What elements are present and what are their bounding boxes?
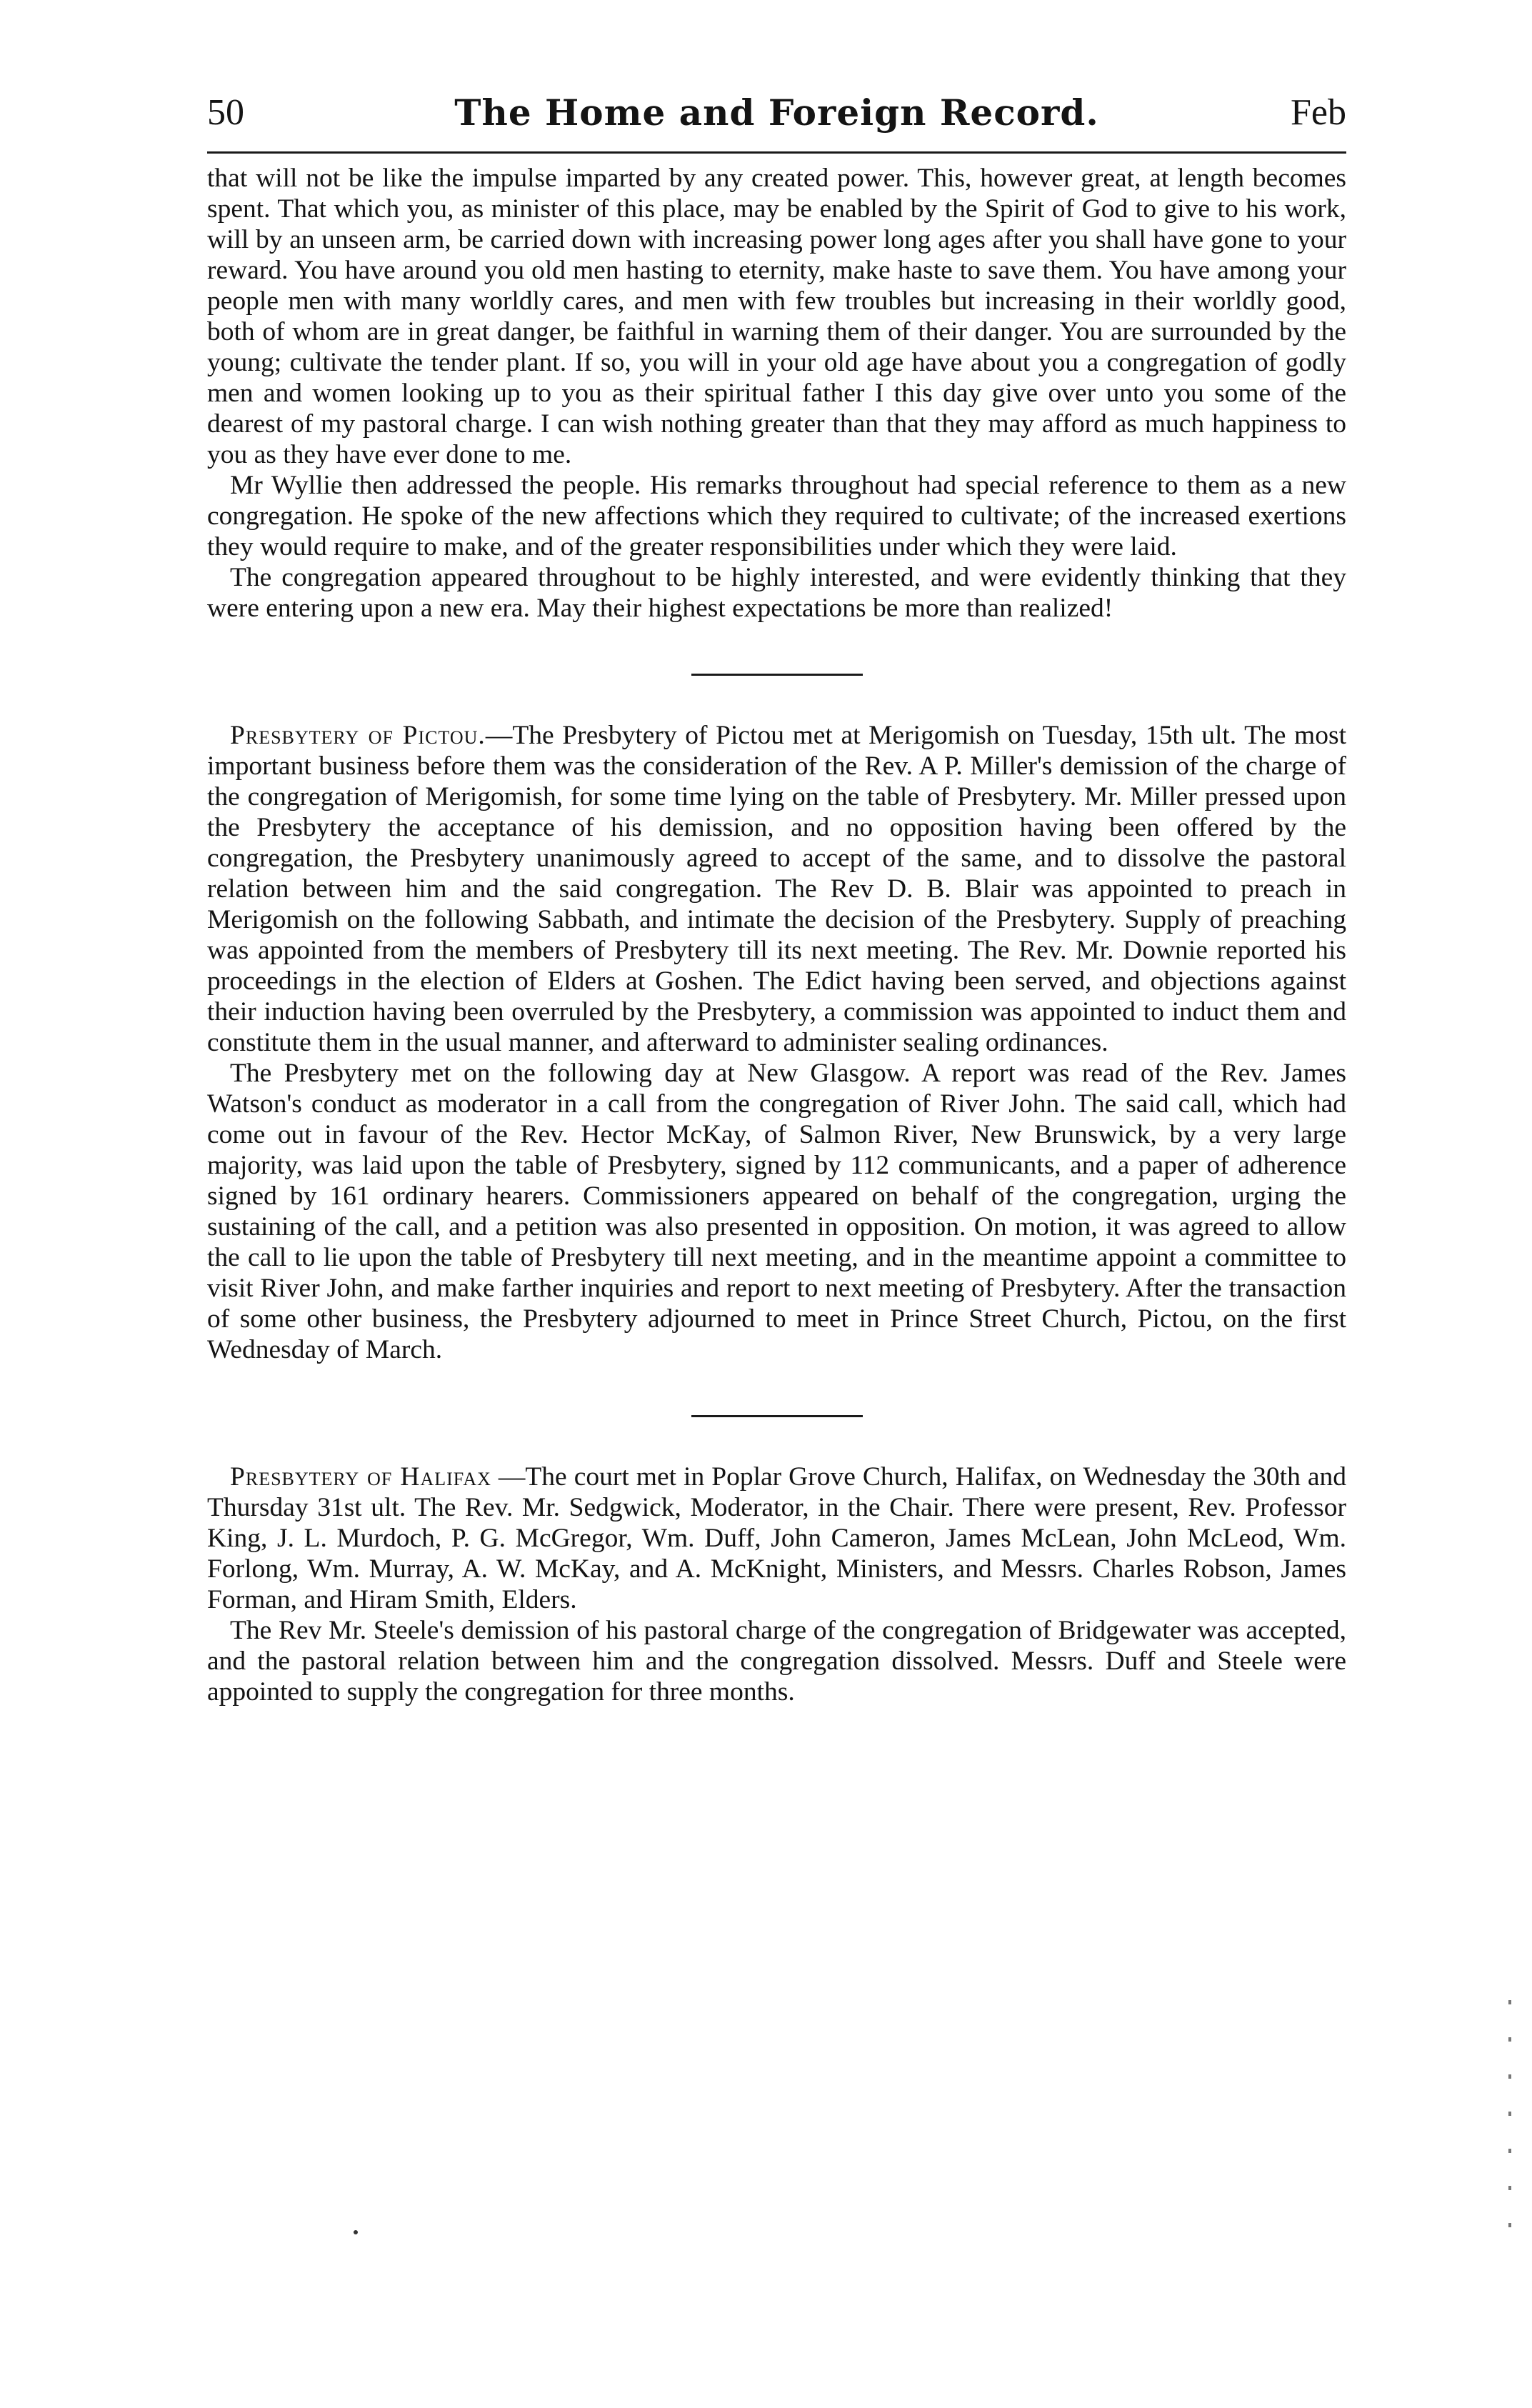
header-month: Feb: [1291, 92, 1346, 133]
header-rule: [207, 151, 1346, 154]
body-paragraph: that will not be like the impulse imparted by any created power. This, however great, at length becomes spent. That which you, as minister of this place, may be enabled by the Spirit of God to give to his work, will by an unseen arm, be carried down with increasing power long ages after you shall have gone to your reward. You have around you old men hasting to eternity, make haste to save them. You have among your people men with many worldly cares, and men with few troubles but increasing in their worldly good, both of whom are in great danger, be faithful in warning them of their danger. You are surrounded by the young; cultivate the tender plant. If so, you will in your old age have about you a congregation of godly men and women looking up to you as their spiritual father I this day give over unto you some of the dearest of my pastoral charge. I can wish nothing greater than that they may afford as much happiness to you as they have ever done to me.: [207, 164, 1346, 469]
section-halifax: [207, 1462, 1346, 1615]
section-pictou: [207, 720, 1346, 1058]
margin-marks: [1508, 2000, 1511, 2257]
body-paragraph: Mr Wyllie then addressed the people. His remarks throughout had special reference to them as a new congregation. He spoke of the new affections which they required to cultivate; of the increased exertions they would require to make, and of the greater responsibilities under which they were laid.: [207, 471, 1346, 561]
running-title: The Home and Foreign Record.: [454, 91, 1099, 134]
page-number: 50: [207, 92, 244, 133]
body-text: —The Presbytery of Pictou met at Merigomish on Tuesday, 15th ult. The most important business before them was the consideration of the Rev. A P. Miller's demission of the charge of the congregation of Merigomish, for some time lying on the table of Presbytery. Mr. Miller pressed upon the Presbytery the acceptance of his demission, and no opposition having been offered by the congregation, the Presbytery unanimously agreed to accept of the same, and to dissolve the pastoral relation between him and the said congregation. The Rev D. B. Blair was appointed to preach in Merigomish on the following Sabbath, and intimate the decision of the Presbytery. Supply of preaching was appointed from the members of Presbytery till its next meeting. The Rev. Mr. Downie reported his proceedings in the election of Elders at Goshen. The Edict having been served, and objections against their induction having been overruled by the Presbytery, a commission was appointed to induct them and constitute them in the usual manner, and afterward to administer sealing ordinances.: [207, 721, 1346, 1057]
body-paragraph: The Presbytery met on the following day at New Glasgow. A report was read of the Rev. James Watson's conduct as moderator in a call from the congregation of River John. The said call, which had come out in favour of the Rev. Hector McKay, of Salmon River, New Brunswick, by a very large majority, was laid upon the table of Presbytery, signed by 112 communicants, and a paper of adherence signed by 161 ordinary hearers. Commissioners appeared on behalf of the congregation, urging the sustaining of the call, and a petition was also presented in opposition. On motion, it was agreed to allow the call to lie upon the table of Presbytery till next meeting, and in the meantime appoint a committee to visit River John, and make farther inquiries and report to next meeting of Presbytery. After the transaction of some other business, the Presbytery adjourned to meet in Prince Street Church, Pictou, on the first Wednesday of March.: [207, 1059, 1346, 1364]
section-heading: Presbytery of Halifax: [230, 1462, 491, 1492]
section-heading: Presbytery of Pictou.: [230, 721, 486, 750]
ink-speck: [354, 2230, 358, 2234]
page-header: [207, 84, 1346, 149]
body-paragraph: The congregation appeared throughout to be highly interested, and were evidently thinking that they were entering upon a new era. May their highest expectations be more than realized!: [207, 563, 1346, 623]
body-text: —The court met in Poplar Grove Church, Halifax, on Wednesday the 30th and Thursday 31st ult. The Rev. Mr. Sedgwick, Moderator, in the Chair. There were present, Rev. Professor King, J. L. Murdoch, P. G. McGregor, Wm. Duff, John Cameron, James McLean, John McLeod, Wm. Forlong, Wm. Murray, A. W. McKay, and A. McKnight, Ministers, and Messrs. Charles Robson, James Forman, and Hiram Smith, Elders.: [207, 1462, 1347, 1614]
body-paragraph: The Rev Mr. Steele's demission of his pastoral charge of the congregation of Bridgewater was accepted, and the pastoral relation between him and the congregation dissolved. Messrs. Duff and Steele were appointed to supply the congregation for three months.: [207, 1616, 1346, 1707]
article-body: [207, 163, 1346, 1707]
